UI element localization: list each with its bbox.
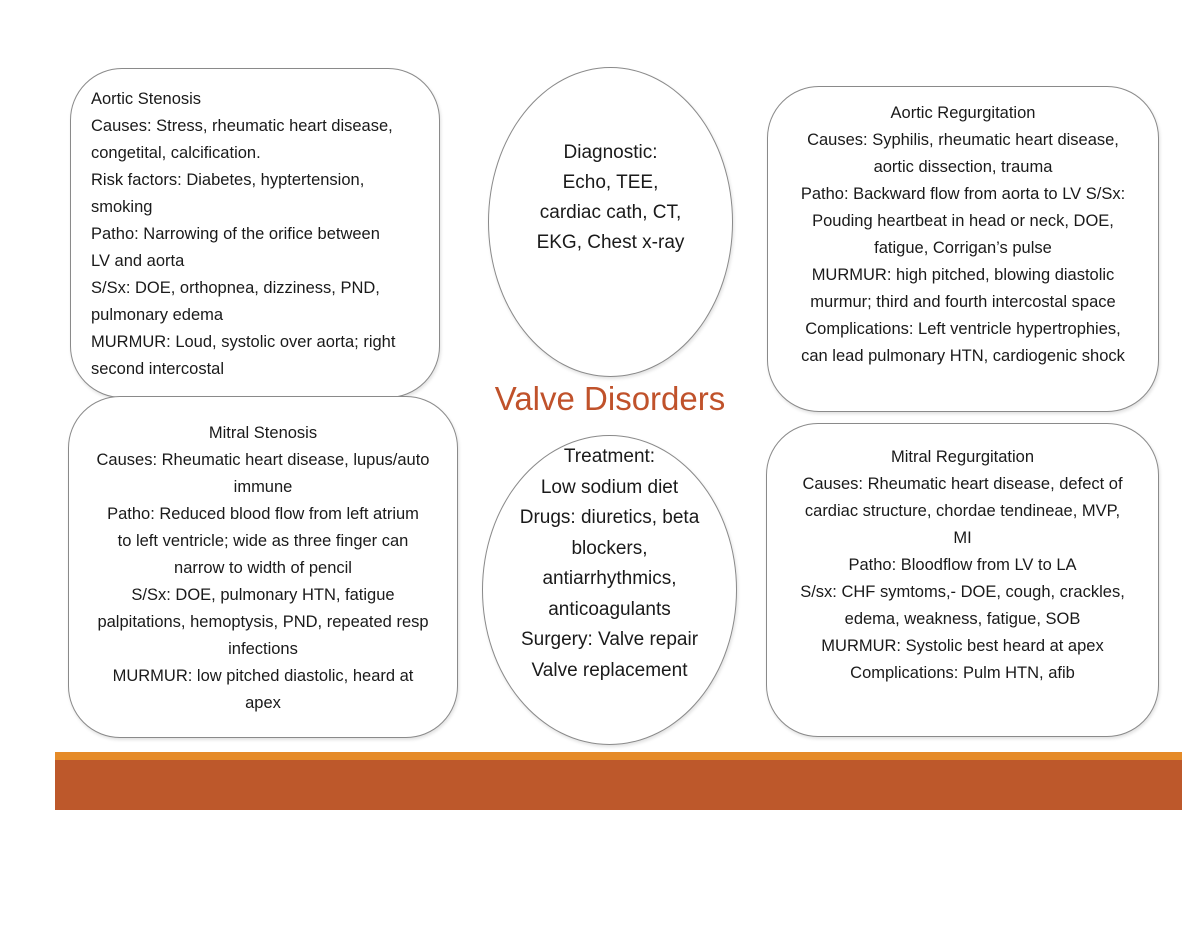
mitral-regurgitation-box bbox=[766, 423, 1159, 737]
treatment-line: Drugs: diuretics, beta bbox=[519, 507, 700, 528]
mitral-stenosis-line: immune bbox=[233, 478, 293, 496]
diagnostic-line: Echo, TEE, bbox=[562, 172, 659, 193]
aortic-regurgitation-line: aortic dissection, trauma bbox=[873, 158, 1053, 176]
aortic-stenosis-line: smoking bbox=[91, 198, 153, 216]
aortic-regurgitation-box bbox=[767, 86, 1159, 412]
mitral-stenosis-line: apex bbox=[245, 694, 281, 712]
diagnostic-line: EKG, Chest x-ray bbox=[536, 232, 685, 253]
mitral-stenosis-line: palpitations, hemoptysis, PND, repeated resp bbox=[97, 613, 429, 631]
footer-accent-bar bbox=[55, 752, 1182, 760]
aortic-stenosis-line: S/Sx: DOE, orthopnea, dizziness, PND, bbox=[91, 279, 380, 297]
treatment-circle bbox=[482, 435, 737, 745]
diagnostic-heading: Diagnostic: bbox=[563, 142, 658, 163]
treatment-line: Low sodium diet bbox=[540, 476, 679, 498]
mitral-stenosis-line: MURMUR: low pitched diastolic, heard at bbox=[112, 667, 414, 685]
aortic-regurgitation-line: MURMUR: high pitched, blowing diastolic bbox=[811, 266, 1115, 284]
mitral-stenosis-heading: Mitral Stenosis bbox=[208, 424, 318, 442]
page-title: Valve Disorders bbox=[494, 380, 726, 417]
mitral-regurgitation-line: MI bbox=[953, 529, 972, 547]
footer-bar bbox=[55, 760, 1182, 810]
aortic-regurgitation-line: fatigue, Corrigan’s pulse bbox=[874, 239, 1052, 257]
aortic-stenosis-line: Causes: Stress, rheumatic heart disease, bbox=[91, 117, 393, 135]
mitral-stenosis-line: narrow to width of pencil bbox=[174, 559, 352, 577]
treatment-heading: Treatment: bbox=[563, 446, 656, 467]
treatment-line: anticoagulants bbox=[548, 598, 671, 620]
mitral-regurgitation-line: cardiac structure, chordae tendineae, MVP, bbox=[804, 502, 1121, 520]
treatment-line: antiarrhythmics, bbox=[542, 568, 677, 589]
mitral-regurgitation-line: S/sx: CHF symtoms,- DOE, cough, crackles, bbox=[800, 583, 1125, 601]
treatment-line: Valve replacement bbox=[531, 659, 688, 681]
treatment-line: Surgery: Valve repair bbox=[520, 629, 699, 650]
aortic-stenosis-line: second intercostal bbox=[91, 360, 224, 378]
aortic-regurgitation-line: Pouding heartbeat in head or neck, DOE, bbox=[812, 212, 1114, 230]
mitral-regurgitation-line: MURMUR: Systolic best heard at apex bbox=[821, 637, 1104, 655]
mitral-regurgitation-line: Patho: Bloodflow from LV to LA bbox=[848, 556, 1077, 574]
diagnostic-line: cardiac cath, CT, bbox=[539, 202, 682, 223]
treatment-line: blockers, bbox=[571, 537, 648, 559]
aortic-regurgitation-line: murmur; third and fourth intercostal space bbox=[810, 293, 1116, 311]
mitral-regurgitation-heading: Mitral Regurgitation bbox=[890, 448, 1035, 466]
mitral-stenosis-line: Causes: Rheumatic heart disease, lupus/auto bbox=[96, 451, 430, 469]
diagnostic-circle bbox=[488, 67, 733, 377]
mitral-stenosis-line: S/Sx: DOE, pulmonary HTN, fatigue bbox=[131, 586, 395, 604]
aortic-stenosis-line: LV and aorta bbox=[91, 252, 185, 270]
aortic-stenosis-box bbox=[70, 68, 440, 398]
mitral-stenosis-line: Patho: Reduced blood flow from left atrium bbox=[107, 505, 419, 523]
aortic-stenosis-line: congetital, calcification. bbox=[91, 144, 261, 162]
mitral-stenosis-line: to left ventricle; wide as three finger can bbox=[117, 532, 409, 550]
aortic-regurgitation-line: can lead pulmonary HTN, cardiogenic shock bbox=[801, 347, 1125, 365]
aortic-stenosis-line: Risk factors: Diabetes, hyptertension, bbox=[91, 171, 365, 189]
aortic-stenosis-line: Patho: Narrowing of the orifice between bbox=[91, 225, 380, 243]
aortic-regurgitation-line: Patho: Backward flow from aorta to LV S/Sx: bbox=[800, 185, 1126, 203]
aortic-stenosis-line: pulmonary edema bbox=[91, 306, 224, 324]
aortic-stenosis-line: MURMUR: Loud, systolic over aorta; right bbox=[91, 333, 396, 351]
aortic-regurgitation-line: Complications: Left ventricle hypertrophies, bbox=[805, 320, 1121, 338]
aortic-regurgitation-line: Causes: Syphilis, rheumatic heart disease, bbox=[807, 131, 1119, 149]
aortic-regurgitation-heading: Aortic Regurgitation bbox=[890, 104, 1036, 122]
mitral-regurgitation-line: Causes: Rheumatic heart disease, defect of bbox=[802, 475, 1123, 493]
mitral-stenosis-box bbox=[68, 396, 458, 738]
mitral-regurgitation-line: Complications: Pulm HTN, afib bbox=[850, 664, 1075, 682]
mitral-stenosis-line: infections bbox=[228, 640, 298, 658]
mitral-regurgitation-line: edema, weakness, fatigue, SOB bbox=[844, 610, 1081, 628]
aortic-stenosis-heading: Aortic Stenosis bbox=[91, 90, 202, 108]
